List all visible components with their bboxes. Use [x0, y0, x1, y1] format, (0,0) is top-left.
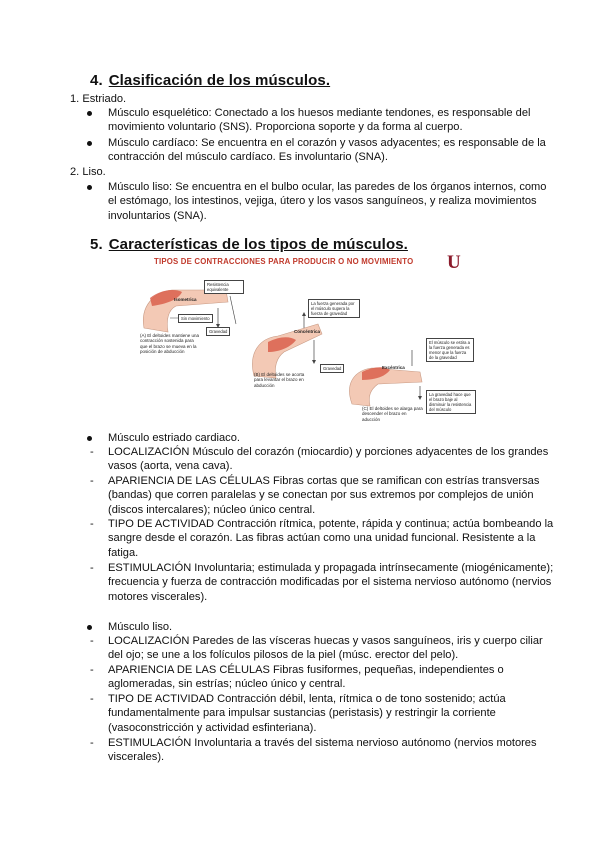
- dash-marker: -: [90, 446, 94, 458]
- panel-c-illustration: [349, 350, 422, 406]
- section-5-heading: 5. Características de los tipos de músculos.: [90, 236, 408, 253]
- dash-marker: -: [90, 635, 94, 647]
- list-item: - ESTIMULACIÓN Involuntaria a través del sistema nervioso autónomo (nervios motores viscerales).: [90, 737, 537, 764]
- bullet-icon: [87, 436, 92, 441]
- list-item: - LOCALIZACIÓN Paredes de las vísceras huecas y vasos sanguíneos, iris y cuerpo ciliar del ojo; se une a los folículos pilosos de la piel (músc. erector del pelo).: [90, 635, 543, 662]
- contraction-types-figure: [130, 254, 480, 424]
- panel-a-muscle-label: Isometrica: [174, 297, 197, 302]
- bullet-icon: [87, 185, 92, 190]
- group-2-label: 2. Liso.: [70, 166, 106, 178]
- panel-b-force-box: La fuerza generada por el músculo supera la fuerza de gravedad: [308, 299, 360, 318]
- smooth-heading: Músculo liso.: [87, 620, 557, 634]
- panel-c-muscle-label: Excéntrica: [382, 365, 405, 370]
- panel-b-gravity-box: Gravedad: [320, 364, 344, 373]
- bullet-icon: [87, 625, 92, 630]
- panel-c-stretch-box: El músculo se estira a la fuerza generada es menor que la fuerza de la gravedad: [426, 338, 474, 362]
- panel-a-caption: (A) El deltoides mantiene una contracción sostenida para que el brazo se mueva en la posición de abducción: [140, 333, 200, 355]
- panel-a-movement-box: Sin movimiento: [178, 314, 213, 323]
- dash-marker: -: [90, 693, 94, 705]
- list-item: Músculo esquelético: Conectado a los huesos mediante tendones, es responsable del movimiento voluntario (SNS). Proporciona soporte y da forma al cuerpo.: [87, 106, 557, 135]
- panel-b-illustration: [252, 312, 322, 378]
- panel-a-gravity-box: Gravedad: [206, 327, 230, 336]
- list-item: - ESTIMULACIÓN Involuntaria; estimulada y propagada intrínsecamente (miogénicamente); frecuencia y fuerza de contracción modificadas por el sistema nervioso autónomo (nervios motores viscerales).: [90, 562, 554, 603]
- bullet-icon: [87, 141, 92, 146]
- dash-marker: -: [90, 737, 94, 749]
- figure-title: TIPOS DE CONTRACCIONES PARA PRODUCIR O NO MOVIMIENTO: [154, 257, 414, 266]
- panel-c-caption: (C) El deltoides se alarga para descender el brazo en aducción: [362, 406, 423, 422]
- cardiac-heading: Músculo estriado cardiaco.: [87, 431, 557, 445]
- list-item: Músculo liso: Se encuentra en el bulbo ocular, las paredes de los órganos internos, como el estómago, los intestinos, vejiga, útero y los vasos sanguíneos, y realiza movimientos involuntarios (SNA).: [87, 180, 557, 223]
- dash-marker: -: [90, 518, 94, 530]
- list-item: - LOCALIZACIÓN Músculo del corazón (miocardio) y porciones adyacentes de los grandes vasos (aorta, vena cava).: [90, 446, 549, 473]
- list-item: - APARIENCIA DE LAS CÉLULAS Fibras cortas que se ramifican con estrías transversas (bandas) que corren paralelas y se conectan por sus extremos por complejos de unión (discos intercalares); núcleo único central.: [90, 475, 540, 516]
- panel-c-gravity-box: La gravedad hace que el brazo baje al disminuir la resistencia del músculo: [426, 390, 476, 414]
- logo: U: [447, 252, 461, 273]
- panel-a-resistance-box: Resistencia equivalente: [204, 280, 244, 294]
- list-item: Músculo cardíaco: Se encuentra en el corazón y vasos adyacentes; es responsable de la contracción del músculo cardíaco. Es involuntario (SNA).: [87, 136, 557, 165]
- list-item: - APARIENCIA DE LAS CÉLULAS Fibras fusiformes, pequeñas, independientes o aglomeradas, sin estrías; núcleo único y central.: [90, 664, 504, 691]
- group-1-label: 1. Estriado.: [70, 93, 127, 105]
- dash-marker: -: [90, 562, 94, 574]
- panel-b-caption: (B) El deltoides se acorta para levantar el brazo en abducción: [254, 372, 305, 388]
- dash-marker: -: [90, 664, 94, 676]
- dash-marker: -: [90, 475, 94, 487]
- bullet-icon: [87, 111, 92, 116]
- list-item: - TIPO DE ACTIVIDAD Contracción débil, lenta, rítmica o de tono sostenido; actúa fundamentalmente para impulsar sustancias (peristasis) y restringir la corriente (vasoconstricción y actividad esfinteriana).: [90, 693, 506, 734]
- panel-b-muscle-label: Concéntrica: [294, 329, 321, 334]
- section-4-heading: 4. Clasificación de los músculos.: [90, 72, 331, 89]
- list-item: - TIPO DE ACTIVIDAD Contracción rítmica, potente, rápida y continua; actúa bombeando la sangre desde el corazón. Las fibras actúan como una unidad funcional. Resistente a la fatiga.: [90, 518, 554, 559]
